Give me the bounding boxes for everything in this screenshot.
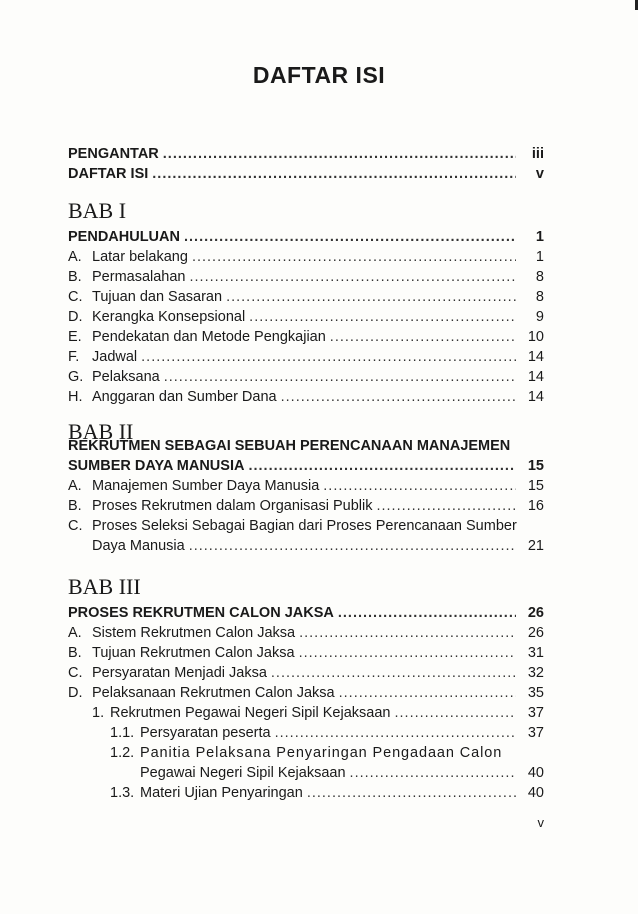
toc-entry: D. Pelaksanaan Rekrutmen Calon Jaksa ..... 35: [68, 683, 544, 703]
toc-entry: A. Sistem Rekrutmen Calon Jaksa ..... 26: [68, 623, 544, 643]
toc-subentry: 1.3. Materi Ujian Penyaringan ..... 40: [68, 783, 544, 803]
entry-page: v: [535, 166, 544, 182]
chapter-heading-3: BAB III: [68, 574, 141, 599]
toc-entry-multiline: C. Proses Seleksi Sebagai Bagian dari Proses Perencanaan Sumber: [68, 518, 517, 534]
chapter-2-entries: [68, 436, 544, 556]
chapter-heading-1: BAB I: [68, 198, 127, 223]
toc-entry: H. Anggaran dan Sumber Dana ..... 14: [68, 387, 544, 407]
toc-subentry: 1. Rekrutmen Pegawai Negeri Sipil Kejaksaan ..... 37: [68, 703, 544, 723]
toc-entry: B. Proses Rekrutmen dalam Organisasi Publik ..... 16: [68, 496, 544, 516]
toc-section-pendahuluan: PENDAHULUAN ..... 1: [68, 227, 544, 247]
toc-entry: E. Pendekatan dan Metode Pengkajian ..... 10: [68, 327, 544, 347]
toc-entry: G. Pelaksana ..... 14: [68, 367, 544, 387]
toc-entry-pengantar: [68, 144, 544, 164]
page-title: DAFTAR ISI: [252, 62, 386, 88]
chapter-heading-2: BAB II: [68, 419, 134, 444]
toc-section-line: REKRUTMEN SEBAGAI SEBUAH PERENCANAAN MANAJEMEN: [68, 438, 511, 454]
toc-entry: A. Manajemen Sumber Daya Manusia ..... 15: [68, 476, 544, 496]
toc-section-proses: PROSES REKRUTMEN CALON JAKSA ..... 26: [68, 603, 544, 623]
toc-entry: D. Kerangka Konsepsional ..... 9: [68, 307, 544, 327]
entry-text: DAFTAR ISI: [68, 166, 149, 182]
toc-subentry-continuation: Pegawai Negeri Sipil Kejaksaan ..... 40: [68, 763, 544, 783]
toc-subentry-multiline: 1.2. Panitia Pelaksana Penyaringan Pengadaan Calon: [110, 745, 503, 761]
toc-entry: B. Permasalahan ..... 8: [68, 267, 544, 287]
page-number: v: [537, 815, 544, 830]
toc-entry-continuation: Daya Manusia ..... 21: [68, 536, 544, 556]
toc-subentry: 1.1. Persyaratan peserta ..... 37: [68, 723, 544, 743]
toc-entry: C. Tujuan dan Sasaran ..... 8: [68, 287, 544, 307]
entry-page: iii: [531, 146, 544, 162]
toc-entry-daftar-isi: [68, 164, 544, 184]
toc-entry: F. Jadwal ..... 14: [68, 347, 544, 367]
toc-entry: B. Tujuan Rekrutmen Calon Jaksa ..... 31: [68, 643, 544, 663]
front-matter: [68, 144, 544, 184]
toc-entry: A. Latar belakang ..... 1: [68, 247, 544, 267]
chapter-3-entries: [68, 603, 544, 803]
chapter-1-entries: [68, 227, 544, 407]
toc-section-rekrutmen: SUMBER DAYA MANUSIA ..... 15: [68, 456, 544, 476]
toc-entry: C. Persyaratan Menjadi Jaksa ..... 32: [68, 663, 544, 683]
entry-text: PENGANTAR: [68, 146, 159, 162]
